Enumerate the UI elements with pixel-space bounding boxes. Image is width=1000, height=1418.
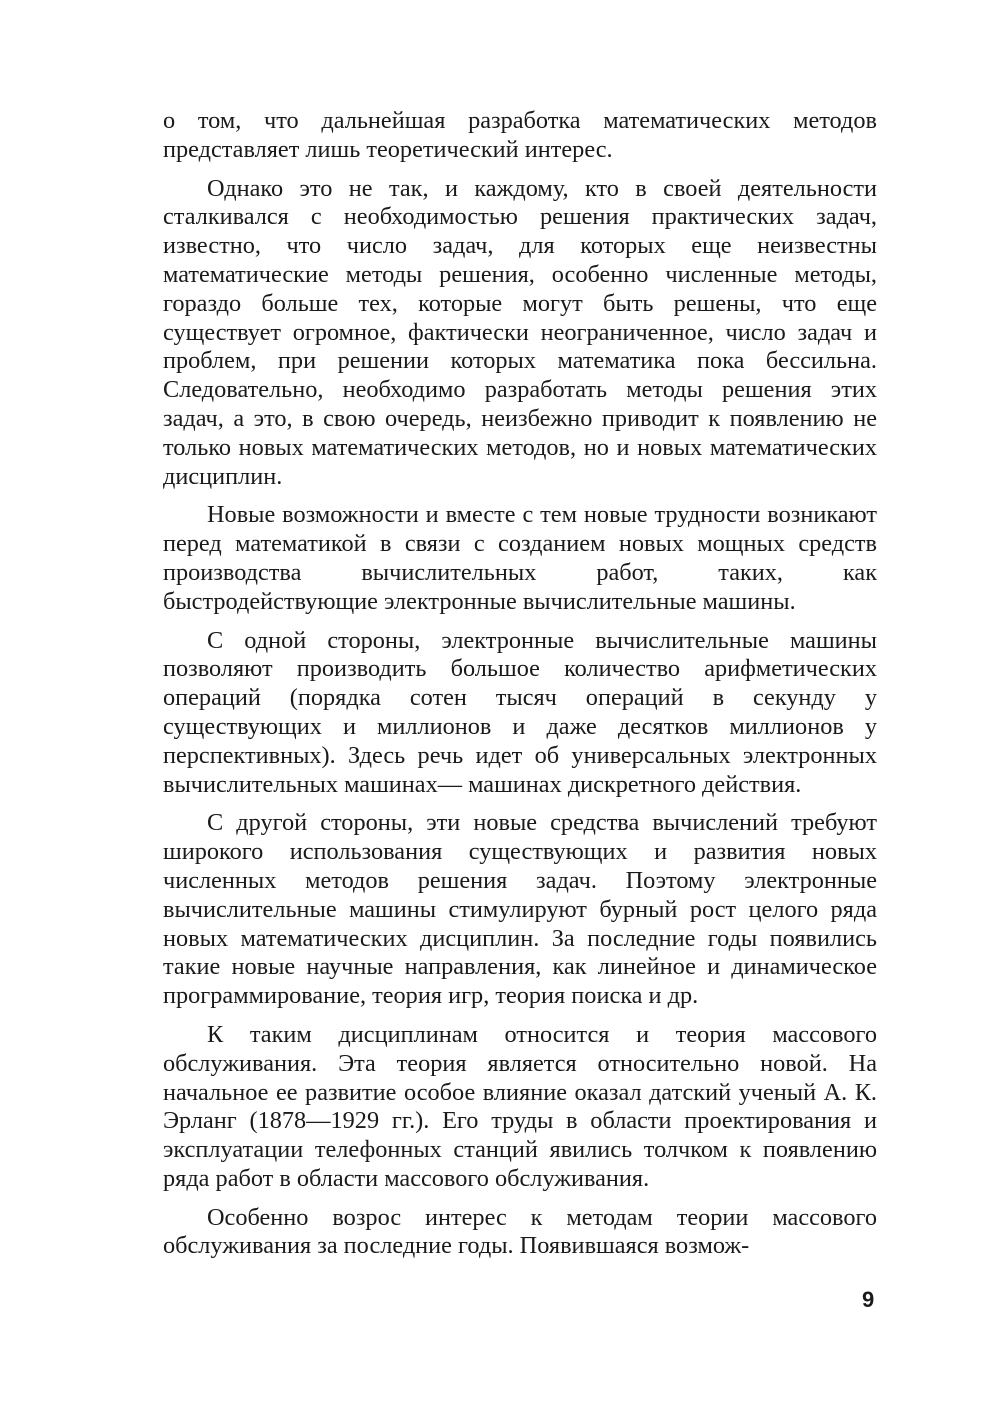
body-text <box>163 107 877 1261</box>
paragraph-3: Новые возможности и вместе с тем новые трудности возникают перед математикой в связи с созданием новых мощных средств производства вычислительных работ, таких, как быстродействующие электронные вычислительные машины. <box>163 501 877 615</box>
paragraph-1: о том, что дальнейшая разработка математических методов представляет лишь теоретический интерес. <box>163 107 877 163</box>
paragraph-5: С другой стороны, эти новые средства вычислений требуют широкого использования существующих и развития новых численных методов решения задач. Поэтому электронные вычислительные машины стимулируют бурный рост целого ряда новых математических дисциплин. За последние годы появились такие новые научные направления, как линейное и динамическое программирование, теория игр, теория поиска и др. <box>163 809 877 1010</box>
paragraph-7: Особенно возрос интерес к методам теории массового обслуживания за последние годы. Появившаяся возмож- <box>163 1203 877 1260</box>
paragraph-4: С одной стороны, электронные вычислительные машины позволяют производить большое количество арифметических операций (порядка сотен тысяч операций в секунду у существующих и миллионов и даже десятков миллионов у перспективных). Здесь речь идет об универсальных электронных вычислительных машинах— машинах дискретного действия. <box>163 626 877 798</box>
page-number: 9 <box>862 1287 875 1312</box>
paragraph-2: Однако это не так, и каждому, кто в своей деятельности сталкивался с необходимостью решения практических задач, известно, что число задач, для которых еще неизвестны математические методы решения, особенно численные методы, гораздо больше тех, которые могут быть решены, что еще существует огромное, фактически неограниченное, число задач и проблем, при решении которых математика пока бессильна. Следовательно, необходимо разработать методы решения этих задач, а это, в свою очередь, неизбежно приводит к появлению не только новых математических методов, но и новых математических дисциплин. <box>163 174 877 490</box>
paragraph-6: К таким дисциплинам относится и теория массового обслуживания. Эта теория является относительно новой. На начальное ее развитие особое влияние оказал датский ученый А. К. Эрланг (1878—1929 гг.). Его труды в области проектирования и эксплуатации телефонных станций явились толчком к появлению ряда работ в области массового обслуживания. <box>163 1020 877 1192</box>
